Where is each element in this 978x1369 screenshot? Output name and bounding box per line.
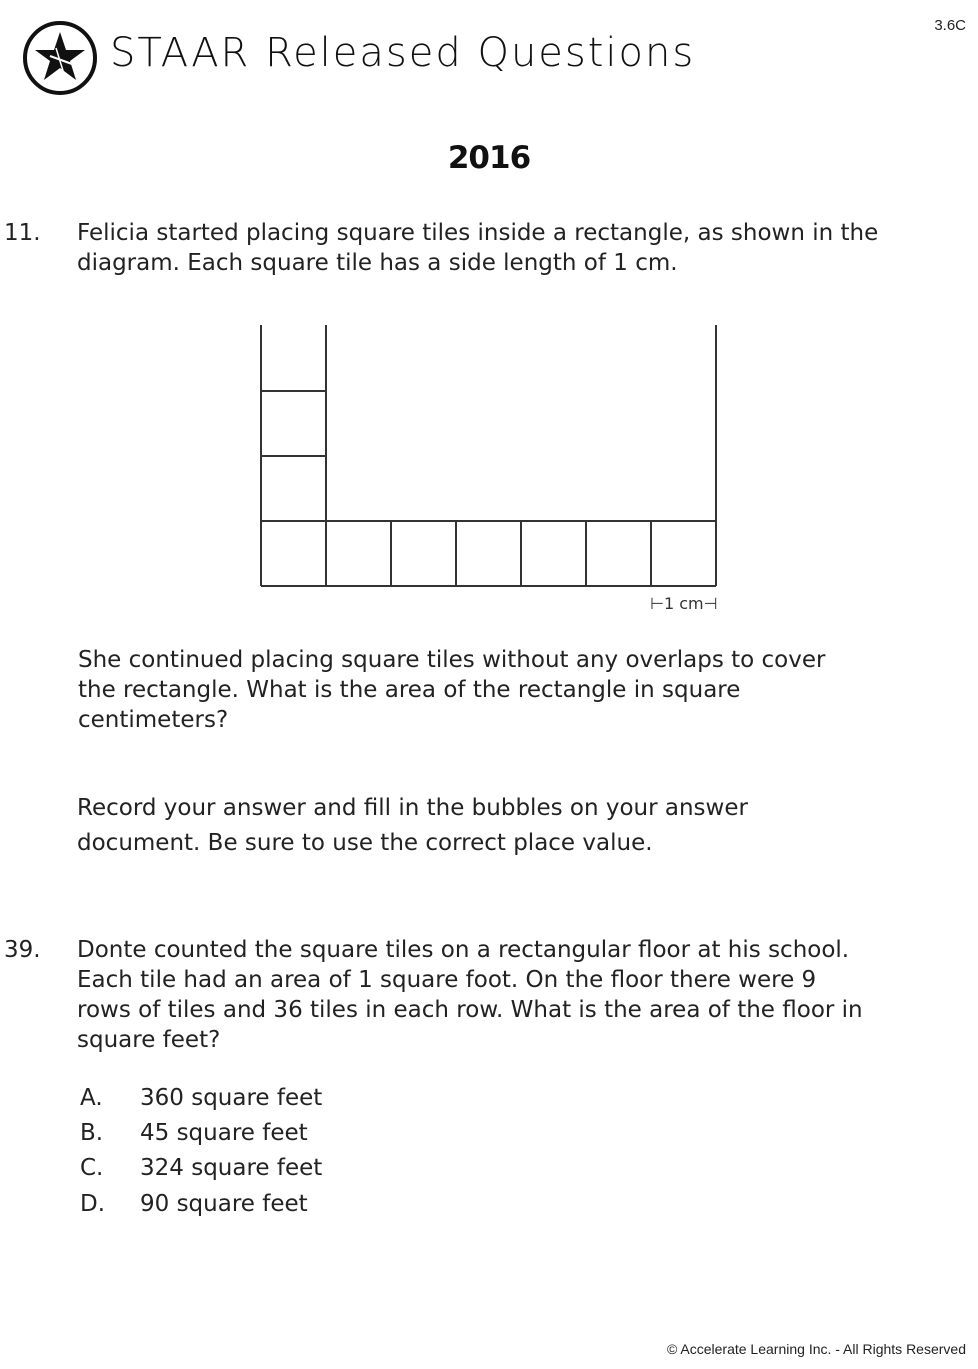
copyright-footer: © Accelerate Learning Inc. - All Rights Reserved	[666, 1341, 966, 1357]
year-heading: 2016	[447, 140, 531, 176]
choice-text: 90 square feet	[140, 1191, 308, 1217]
answer-choice-d[interactable]	[80, 1191, 308, 1217]
choice-text: 360 square feet	[140, 1085, 323, 1111]
instructions-line: Record your answer and fill in the bubbles on your answer	[77, 795, 748, 821]
question-stem-line: Donte counted the square tiles on a rectangular floor at his school.	[77, 937, 850, 963]
followup-line: the rectangle. What is the area of the rectangle in square	[78, 677, 741, 703]
choice-letter: B.	[80, 1120, 104, 1146]
followup-line: She continued placing square tiles without any overlaps to cover	[78, 647, 826, 673]
question-stem-line: diagram. Each square tile has a side length of 1 cm.	[77, 250, 678, 276]
answer-choice-a[interactable]	[80, 1085, 322, 1111]
question-number: 39.	[4, 937, 41, 963]
followup-line: centimeters?	[78, 707, 229, 733]
choice-text: 45 square feet	[140, 1120, 308, 1146]
question-number: 11.	[4, 220, 41, 246]
star-in-circle-icon	[20, 18, 100, 98]
choice-letter: D.	[80, 1191, 106, 1217]
brand-title: STAAR Released Questions	[110, 30, 696, 76]
tile-diagram	[240, 318, 740, 618]
question-stem-line: rows of tiles and 36 tiles in each row. What is the area of the floor in	[77, 997, 863, 1023]
answer-instructions	[77, 791, 748, 861]
choice-text: 324 square feet	[140, 1155, 323, 1181]
instructions-line: document. Be sure to use the correct place value.	[77, 830, 653, 856]
answer-choice-c[interactable]	[80, 1155, 322, 1181]
question-stem-line: Each tile had an area of 1 square foot. On the floor there were 9	[77, 967, 817, 993]
choice-letter: A.	[80, 1085, 103, 1111]
answer-choice-b[interactable]	[80, 1120, 308, 1146]
question-followup	[78, 645, 825, 735]
choice-letter: C.	[80, 1155, 104, 1181]
standard-code: 3.6C	[934, 17, 966, 34]
question-stem-line: Felicia started placing square tiles inside a rectangle, as shown in the	[77, 220, 879, 246]
question-stem-line: square feet?	[77, 1027, 221, 1053]
question-stem	[77, 935, 863, 1055]
question-stem	[77, 218, 878, 278]
scale-label: ⊢1 cm⊣	[650, 594, 718, 613]
